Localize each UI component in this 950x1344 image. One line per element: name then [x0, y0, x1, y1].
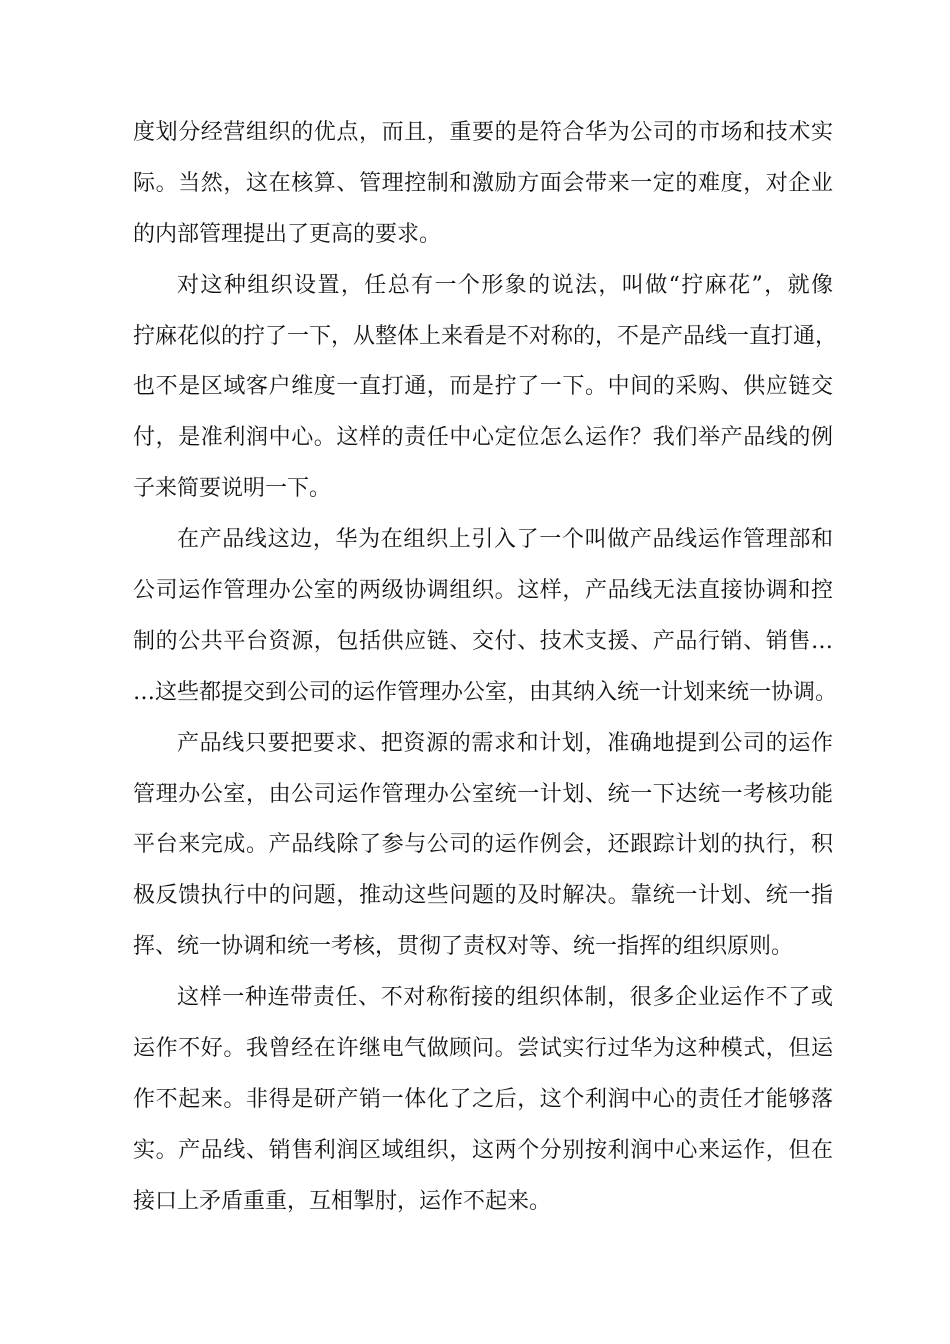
paragraph-3-line-2: 公司运作管理办公室的两级协调组织。这样，产品线无法直接协调和控 — [133, 578, 833, 604]
paragraph-2-line-5: 子来简要说明一下。 — [133, 476, 332, 502]
paragraph-4-line-3: 平台来完成。产品线除了参与公司的运作例会，还跟踪计划的执行，积 — [133, 832, 833, 858]
paragraph-2-line-1: 对这种组织设置，任总有一个形象的说法，叫做“拧麻花”，就像 — [177, 272, 833, 298]
paragraph-3-line-3: 制的公共平台资源，包括供应链、交付、技术支援、产品行销、销售… — [133, 628, 833, 654]
paragraph-5-line-4: 实。产品线、销售利润区域组织，这两个分别按利润中心来运作，但在 — [133, 1137, 833, 1163]
paragraph-4-line-5: 挥、统一协调和统一考核，贯彻了责权对等、统一指挥的组织原则。 — [133, 934, 794, 960]
paragraph-2-line-4: 付，是准利润中心。这样的责任中心定位怎么运作？我们举产品线的例 — [133, 425, 833, 451]
paragraph-3-line-1: 在产品线这边，华为在组织上引入了一个叫做产品线运作管理部和 — [177, 527, 833, 553]
paragraph-5-line-2: 运作不好。我曾经在许继电气做顾问。尝试实行过华为这种模式，但运 — [133, 1036, 833, 1062]
paragraph-5-line-5: 接口上矛盾重重，互相掣肘，运作不起来。 — [133, 1188, 552, 1214]
paragraph-2-line-2: 拧麻花似的拧了一下，从整体上来看是不对称的，不是产品线一直打通， — [133, 323, 838, 349]
paragraph-2-line-3: 也不是区域客户维度一直打通，而是拧了一下。中间的采购、供应链交 — [133, 374, 833, 400]
paragraph-4-line-4: 极反馈执行中的问题，推动这些问题的及时解决。靠统一计划、统一指 — [133, 883, 833, 909]
body-text — [133, 108, 838, 1228]
paragraph-3-line-4: …这些都提交到公司的运作管理办公室，由其纳入统一计划来统一协调。 — [133, 679, 838, 705]
paragraph-4-line-1: 产品线只要把要求、把资源的需求和计划，准确地提到公司的运作 — [177, 730, 833, 756]
paragraph-5-line-3: 作不起来。非得是研产销一体化了之后，这个利润中心的责任才能够落 — [133, 1086, 833, 1112]
paragraph-1-line-3: 的内部管理提出了更高的要求。 — [133, 221, 442, 247]
paragraph-5-line-1: 这样一种连带责任、不对称衔接的组织体制，很多企业运作不了或 — [177, 985, 833, 1011]
paragraph-1-line-2: 际。当然，这在核算、管理控制和激励方面会带来一定的难度，对企业 — [133, 170, 833, 196]
paragraph-4-line-2: 管理办公室，由公司运作管理办公室统一计划、统一下达统一考核功能 — [133, 781, 833, 807]
paragraph-1-line-1: 度划分经营组织的优点，而且，重要的是符合华为公司的市场和技术实 — [133, 120, 833, 145]
